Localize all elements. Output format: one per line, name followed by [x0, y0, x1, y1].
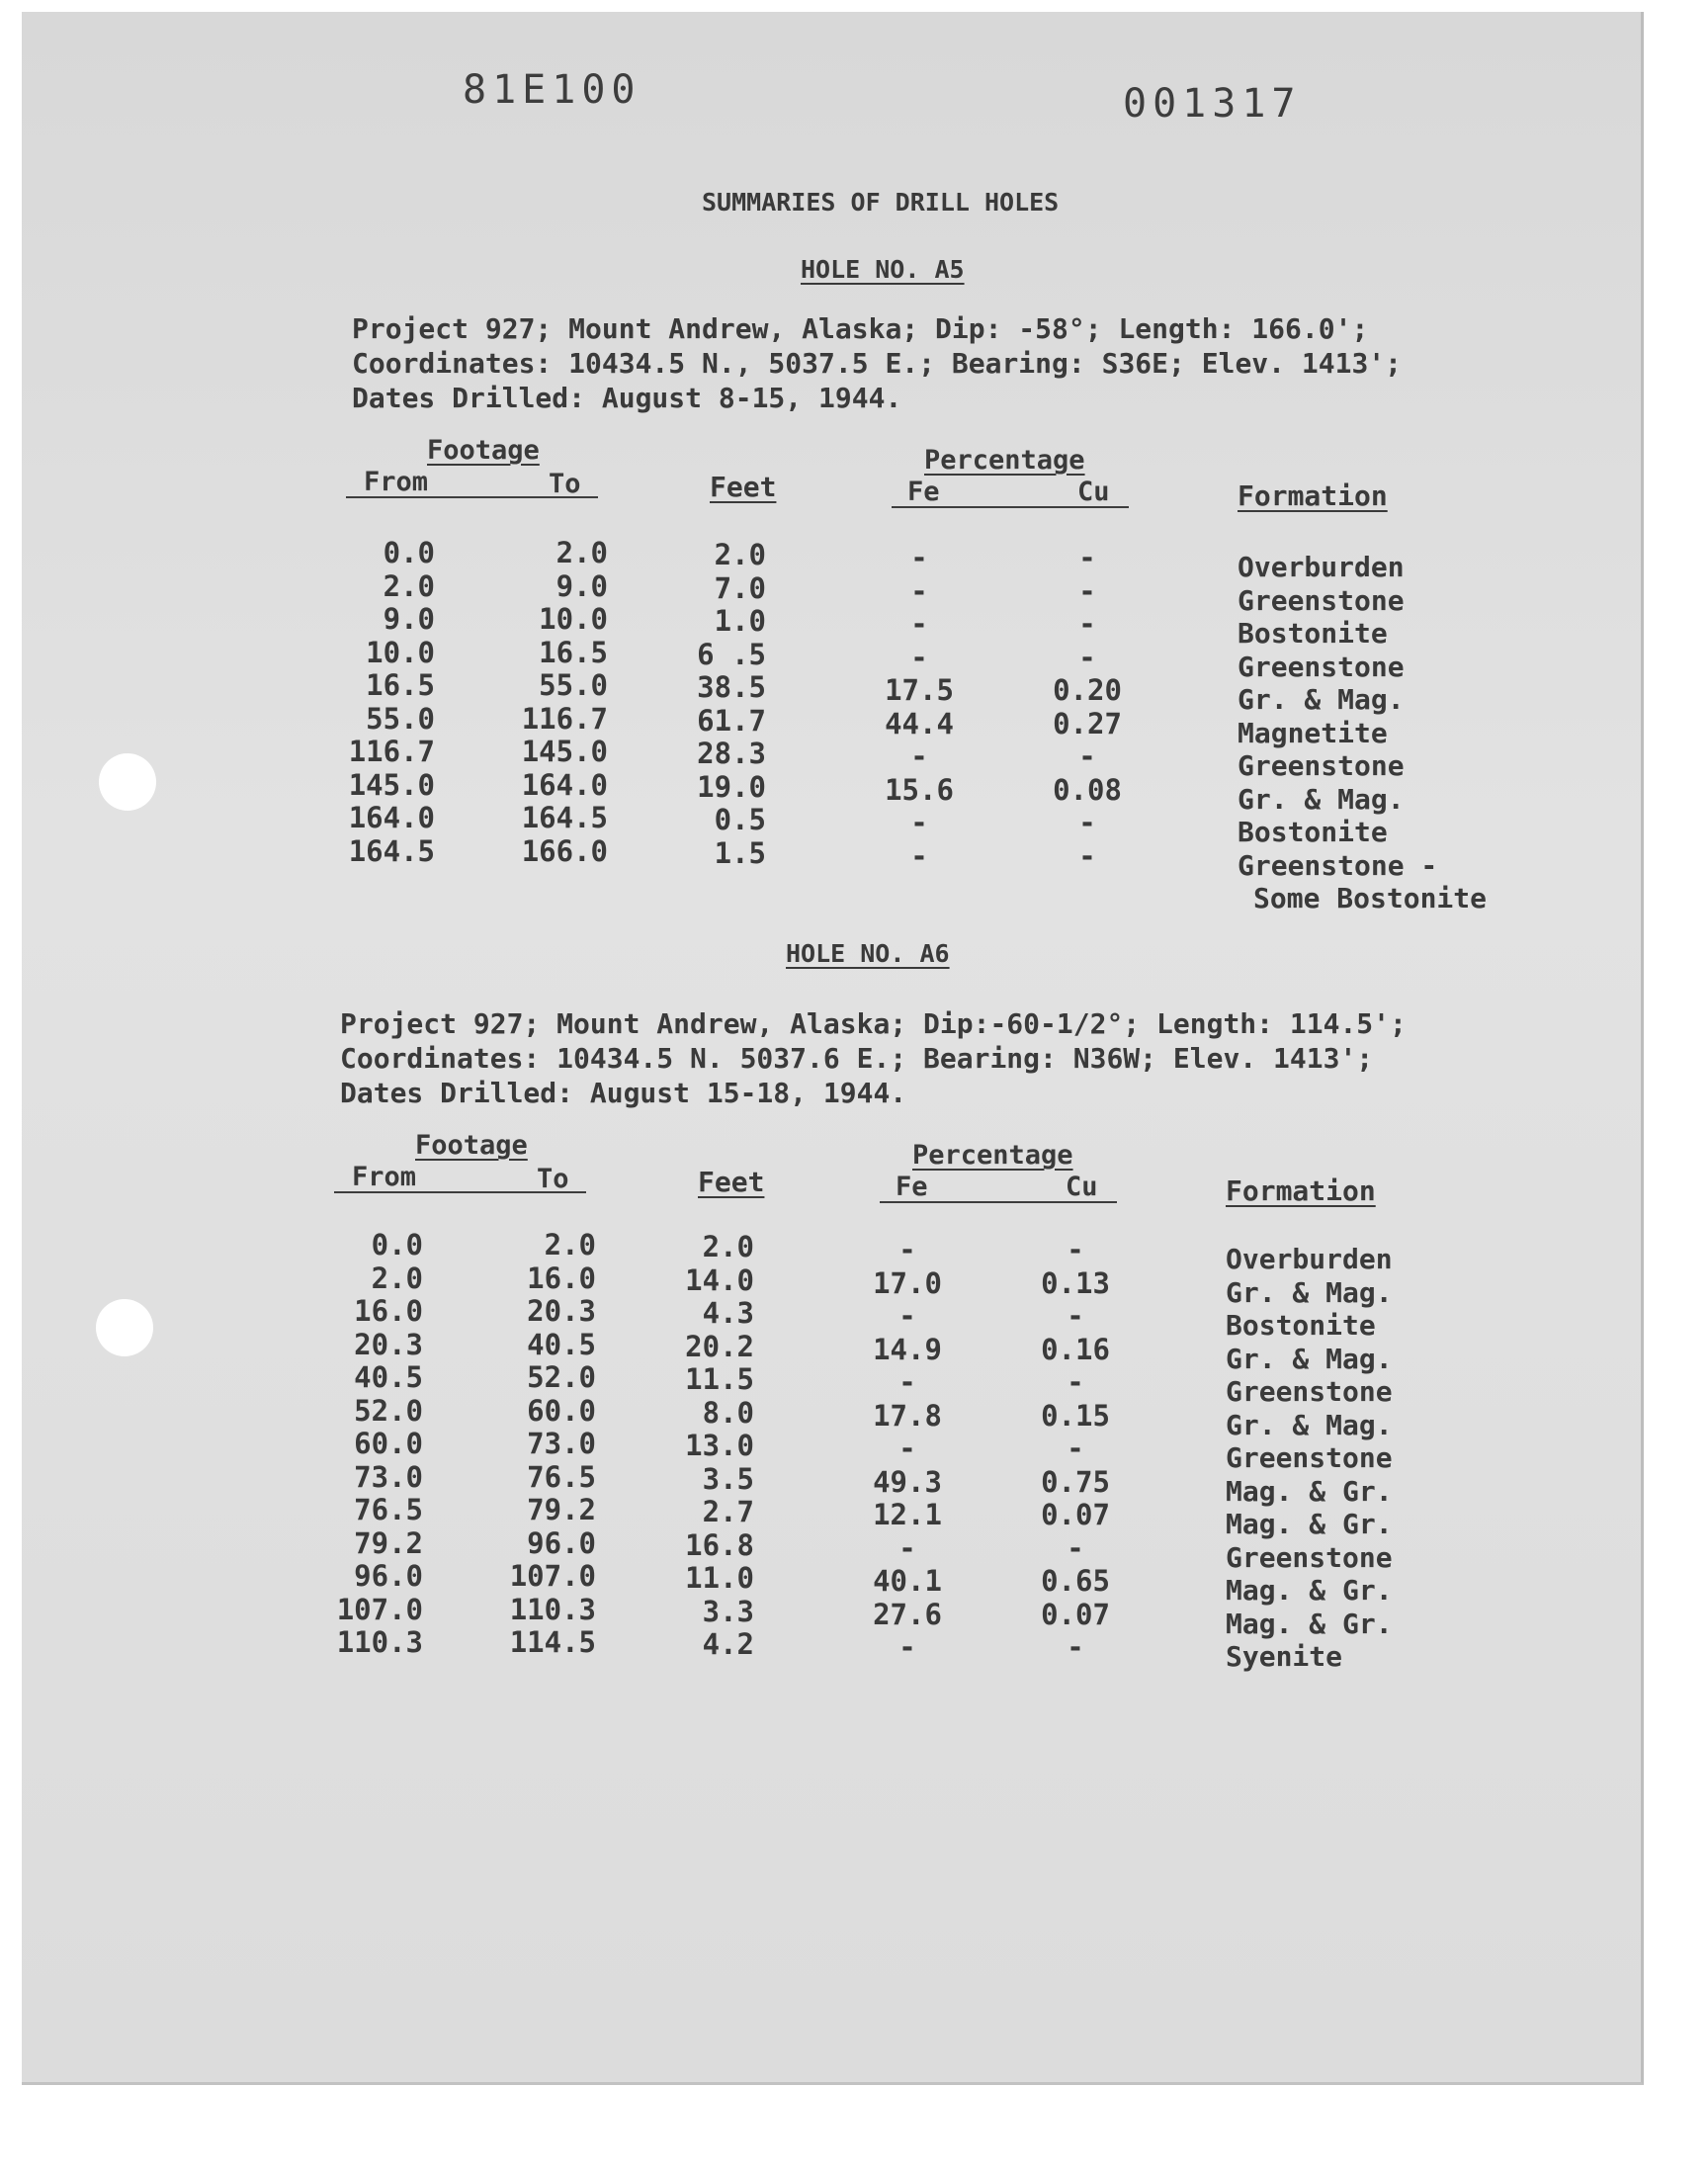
from-value: 110.3: [336, 1625, 423, 1659]
hole-info-a5: [352, 311, 1402, 415]
feet-value: 3.5: [702, 1461, 754, 1496]
fe-value: -: [898, 1630, 916, 1664]
cu-value: -: [1078, 607, 1096, 641]
to-header: To: [537, 1164, 569, 1194]
cu-value: -: [1078, 541, 1096, 574]
cu-value: 0.08: [1053, 772, 1122, 807]
fe-value: 15.6: [885, 772, 954, 807]
formation-value: Gr. & Mag.: [1238, 683, 1405, 716]
from-value: 2.0: [371, 1261, 423, 1295]
feet-value: 4.2: [702, 1627, 754, 1661]
formation-value-cont: Some Bostonite: [1253, 882, 1488, 914]
formation-value: Bostonite: [1226, 1309, 1376, 1342]
to-value: 60.0: [527, 1393, 596, 1428]
feet-header: Feet: [698, 1166, 765, 1198]
formation-value: Greenstone: [1238, 650, 1405, 683]
hole-info-line: Coordinates: 10434.5 N. 5037.6 E.; Bearing: N36W; Elev. 1413';: [340, 1042, 1374, 1075]
to-value: 145.0: [521, 735, 608, 768]
hole-info-line: Dates Drilled: August 8-15, 1944.: [352, 382, 902, 414]
hole-info-line: Project 927; Mount Andrew, Alaska; Dip:-60-1/2°; Length: 114.5';: [340, 1007, 1407, 1040]
feet-value: 2.7: [702, 1495, 754, 1528]
feet-value: 3.3: [702, 1594, 754, 1628]
from-value: 16.5: [366, 668, 435, 702]
feet-value: 8.0: [702, 1395, 754, 1430]
fe-header: Fe: [907, 477, 940, 507]
fe-value: -: [898, 1365, 916, 1399]
formation-value: Greenstone: [1226, 1375, 1393, 1408]
formation-value: Overburden: [1226, 1243, 1393, 1275]
hole-heading-a6: HOLE NO. A6: [786, 939, 950, 968]
document-title: SUMMARIES OF DRILL HOLES: [702, 188, 1060, 217]
fe-value: -: [910, 607, 928, 641]
formation-value: Greenstone: [1238, 749, 1405, 782]
cu-header: Cu: [1066, 1172, 1098, 1202]
feet-value: 61.7: [697, 703, 766, 738]
cu-value: 0.65: [1041, 1564, 1110, 1598]
to-value: 9.0: [555, 568, 608, 603]
from-value: 145.0: [348, 767, 435, 802]
feet-value: 2.0: [702, 1230, 754, 1263]
cu-value: -: [1067, 1432, 1084, 1465]
hole-info-a6: [340, 1006, 1407, 1110]
cu-value: 0.16: [1041, 1332, 1110, 1366]
cu-value: 0.07: [1041, 1498, 1110, 1531]
from-value: 10.0: [366, 635, 435, 669]
formation-value: Bostonite: [1238, 816, 1388, 848]
from-value: 2.0: [383, 568, 435, 603]
formation-value: Greenstone -: [1238, 848, 1438, 882]
to-value: 55.0: [539, 668, 608, 702]
to-value: 20.3: [527, 1294, 596, 1328]
fe-value: -: [910, 640, 928, 674]
fe-value: -: [898, 1233, 916, 1266]
cu-value: 0.75: [1041, 1464, 1110, 1499]
to-value: 164.5: [521, 801, 608, 834]
fe-value: -: [898, 1299, 916, 1333]
from-value: 79.2: [354, 1525, 423, 1560]
footage-header: Footage: [427, 435, 540, 466]
from-value: 60.0: [354, 1427, 423, 1460]
formation-value: Syenite: [1226, 1640, 1343, 1673]
fe-value: 40.1: [873, 1564, 942, 1598]
from-value: 164.5: [348, 833, 435, 868]
to-value: 79.2: [527, 1493, 596, 1526]
from-header: From: [364, 467, 429, 497]
formation-header: Formation: [1238, 479, 1388, 512]
to-value: 2.0: [544, 1228, 596, 1262]
feet-value: 1.0: [714, 604, 766, 638]
feet-value: 19.0: [697, 769, 766, 804]
fe-value: 12.1: [873, 1498, 942, 1531]
to-value: 40.5: [527, 1327, 596, 1361]
fe-value: 14.9: [873, 1332, 942, 1366]
from-value: 73.0: [354, 1459, 423, 1494]
punch-hole-bottom: [96, 1299, 153, 1356]
hole-info-line: Project 927; Mount Andrew, Alaska; Dip: -58°; Length: 166.0';: [352, 312, 1369, 345]
to-value: 96.0: [527, 1525, 596, 1560]
fe-header: Fe: [896, 1172, 928, 1202]
from-value: 0.0: [371, 1228, 423, 1262]
feet-value: 4.3: [702, 1296, 754, 1330]
cu-value: -: [1078, 640, 1096, 674]
feet-value: 38.5: [697, 670, 766, 704]
fe-value: -: [910, 838, 928, 873]
from-value: 96.0: [354, 1559, 423, 1593]
feet-value: 0.5: [714, 803, 766, 836]
feet-value: 1.5: [714, 835, 766, 870]
fe-value: 44.4: [885, 706, 954, 740]
footage-header: Footage: [415, 1130, 528, 1161]
feet-value: 13.0: [685, 1429, 754, 1462]
cu-header: Cu: [1077, 477, 1110, 507]
formation-value: Mag. & Gr.: [1226, 1474, 1393, 1508]
hole-info-line: Dates Drilled: August 15-18, 1944.: [340, 1077, 907, 1109]
percentage-header: Percentage: [912, 1140, 1073, 1171]
formation-header: Formation: [1226, 1174, 1376, 1207]
fe-value: -: [910, 806, 928, 839]
cu-value: -: [1067, 1630, 1084, 1664]
from-value: 16.0: [354, 1294, 423, 1328]
formation-value: Magnetite: [1238, 716, 1388, 749]
formation-value: Mag. & Gr.: [1226, 1607, 1393, 1640]
to-value: 52.0: [527, 1360, 596, 1394]
fe-value: 49.3: [873, 1464, 942, 1499]
to-value: 107.0: [509, 1559, 596, 1593]
from-value: 20.3: [354, 1327, 423, 1361]
cu-value: 0.15: [1041, 1398, 1110, 1433]
feet-value: 2.0: [714, 538, 766, 571]
to-value: 2.0: [555, 536, 608, 569]
from-value: 9.0: [383, 602, 435, 636]
cu-value: -: [1067, 1365, 1084, 1399]
from-header: From: [352, 1162, 417, 1192]
feet-value: 7.0: [714, 570, 766, 605]
punch-hole-top: [99, 753, 156, 811]
cu-value: -: [1067, 1299, 1084, 1333]
page-number-left: 81E100: [463, 67, 641, 113]
fe-value: 17.0: [873, 1265, 942, 1300]
to-value: 16.0: [527, 1261, 596, 1295]
cu-value: -: [1067, 1233, 1084, 1266]
to-value: 76.5: [527, 1459, 596, 1494]
to-value: 16.5: [539, 635, 608, 669]
fe-value: -: [898, 1530, 916, 1565]
cu-value: -: [1078, 838, 1096, 873]
to-value: 10.0: [539, 602, 608, 636]
formation-value: Mag. & Gr.: [1226, 1508, 1393, 1540]
formation-value: Greenstone: [1226, 1441, 1393, 1474]
to-value: 110.3: [509, 1592, 596, 1626]
feet-value: 11.5: [685, 1362, 754, 1396]
feet-value: 16.8: [685, 1527, 754, 1562]
cu-value: -: [1078, 573, 1096, 608]
to-header: To: [549, 469, 581, 499]
from-value: 116.7: [348, 735, 435, 768]
fe-value: 27.6: [873, 1597, 942, 1631]
percentage-header: Percentage: [924, 445, 1085, 476]
feet-value: 14.0: [685, 1262, 754, 1297]
from-value: 55.0: [366, 701, 435, 736]
hole-info-line: Coordinates: 10434.5 N., 5037.5 E.; Bearing: S36E; Elev. 1413';: [352, 347, 1403, 380]
formation-value: Greenstone: [1226, 1540, 1393, 1574]
cu-value: 0.07: [1041, 1597, 1110, 1631]
to-value: 166.0: [521, 833, 608, 868]
feet-value: 20.2: [685, 1329, 754, 1363]
cu-value: 0.27: [1053, 706, 1122, 740]
from-value: 52.0: [354, 1393, 423, 1428]
to-value: 114.5: [509, 1625, 596, 1659]
to-value: 73.0: [527, 1427, 596, 1460]
feet-value: 11.0: [685, 1561, 754, 1595]
fe-value: -: [910, 573, 928, 608]
formation-value: Gr. & Mag.: [1238, 782, 1405, 816]
cu-value: -: [1078, 806, 1096, 839]
formation-value: Gr. & Mag.: [1226, 1342, 1393, 1375]
formation-value: Gr. & Mag.: [1226, 1408, 1393, 1441]
formation-value: Gr. & Mag.: [1226, 1275, 1393, 1309]
fe-value: -: [910, 541, 928, 574]
cu-value: 0.13: [1041, 1265, 1110, 1300]
cu-value: -: [1078, 740, 1096, 773]
page-number-right: 001317: [1123, 81, 1302, 127]
formation-value: Greenstone: [1238, 583, 1405, 617]
from-value: 40.5: [354, 1360, 423, 1394]
fe-value: 17.8: [873, 1398, 942, 1433]
feet-header: Feet: [710, 471, 777, 503]
from-value: 0.0: [383, 536, 435, 569]
fe-value: -: [910, 740, 928, 773]
feet-value: 28.3: [697, 737, 766, 770]
to-value: 116.7: [521, 701, 608, 736]
from-value: 76.5: [354, 1493, 423, 1526]
formation-value: Overburden: [1238, 551, 1405, 583]
formation-value: Bostonite: [1238, 617, 1388, 650]
fe-value: 17.5: [885, 673, 954, 707]
to-value: 164.0: [521, 767, 608, 802]
hole-heading-a5: HOLE NO. A5: [801, 255, 965, 284]
from-value: 164.0: [348, 801, 435, 834]
cu-value: 0.20: [1053, 673, 1122, 707]
cu-value: -: [1067, 1530, 1084, 1565]
from-value: 107.0: [336, 1592, 423, 1626]
feet-value: 6 .5: [697, 637, 766, 671]
fe-value: -: [898, 1432, 916, 1465]
formation-value: Mag. & Gr.: [1226, 1574, 1393, 1607]
